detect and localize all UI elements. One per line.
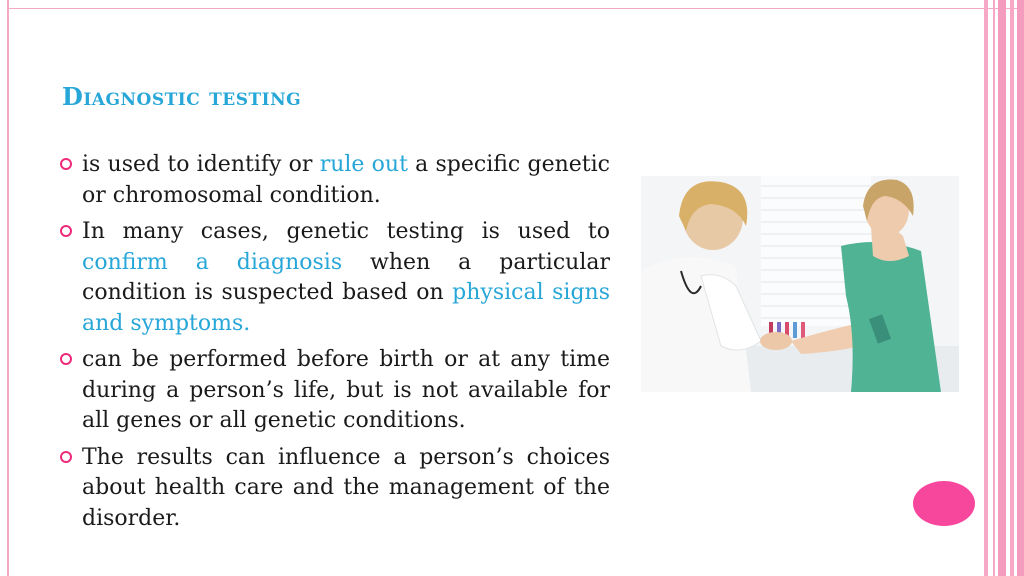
- highlighted-phrase: physical signs and symptoms.: [82, 280, 610, 336]
- bullet-list: [58, 150, 610, 540]
- text-run: is used to identify or: [82, 152, 320, 177]
- text-run: In many cases, genetic testing is used to: [82, 219, 610, 244]
- highlighted-phrase: confirm a diagnosis: [82, 249, 343, 275]
- bullet-circle-icon: [60, 353, 72, 365]
- text-run: can be performed before birth or at any time during a person’s life, but is not available for all genes or all genetic conditions.: [82, 347, 610, 433]
- bullet-circle-icon: [60, 451, 72, 463]
- bullet-item: [58, 217, 610, 339]
- bullet-item: [58, 345, 610, 437]
- bullet-item: [58, 443, 610, 535]
- bullet-item: [58, 150, 610, 211]
- bullet-text: [82, 217, 610, 339]
- text-run: a specific genetic or chromosomal condition.: [82, 152, 610, 208]
- bullet-circle-icon: [60, 158, 72, 170]
- highlighted-phrase: rule out: [319, 152, 408, 177]
- bullet-text: [82, 150, 610, 211]
- doctor-patient-photo: [641, 176, 959, 392]
- bullet-text: [82, 345, 610, 437]
- slide-title: Diagnostic testing: [62, 82, 302, 111]
- accent-dot: [913, 481, 975, 526]
- bullet-circle-icon: [60, 225, 72, 237]
- left-border-line: [7, 0, 9, 576]
- right-decorative-stripes: [984, 0, 1024, 576]
- bullet-text: [82, 443, 610, 535]
- top-border-line: [7, 8, 1024, 9]
- text-run: when a particular condition is suspected based on: [82, 249, 610, 305]
- text-run: The results can influence a person’s choices about health care and the management of the disorder.: [82, 444, 610, 531]
